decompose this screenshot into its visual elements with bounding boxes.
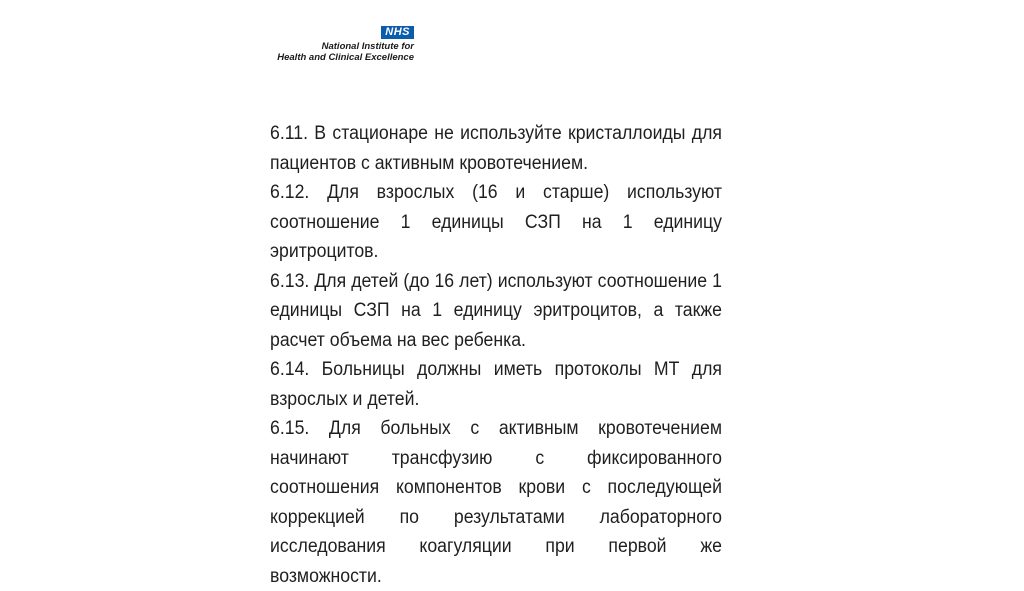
org-name-line-2: Health and Clinical Excellence (277, 52, 414, 63)
recommendations-text (270, 119, 722, 591)
recommendation-6-12: 6.12. Для взрослых (16 и старше) используют соотношение 1 единицы СЗП на 1 единицу эритроцитов. (270, 182, 722, 262)
nice-logo (270, 26, 420, 70)
org-name-line-1: National Institute for (321, 41, 414, 52)
recommendation-6-13: 6.13. Для детей (до 16 лет) используют соотношение 1 единицы СЗП на 1 единицу эритроцитов, а также расчет объема на вес ребенка. (270, 270, 722, 351)
recommendation-6-15: 6.15. Для больных с активным кровотечением начинают трансфузию с фиксированного соотношения компонентов крови с последующей коррекцией по результатами лабораторного исследования коагуляции при первой же возможности. (270, 418, 722, 587)
recommendation-6-14: 6.14. Больницы должны иметь протоколы МТ для взрослых и детей. (270, 359, 722, 410)
nhs-badge: NHS (381, 26, 414, 39)
recommendation-6-11: 6.11. В стационаре не используйте кристаллоиды для пациентов с активным кровотечением. (270, 123, 722, 174)
